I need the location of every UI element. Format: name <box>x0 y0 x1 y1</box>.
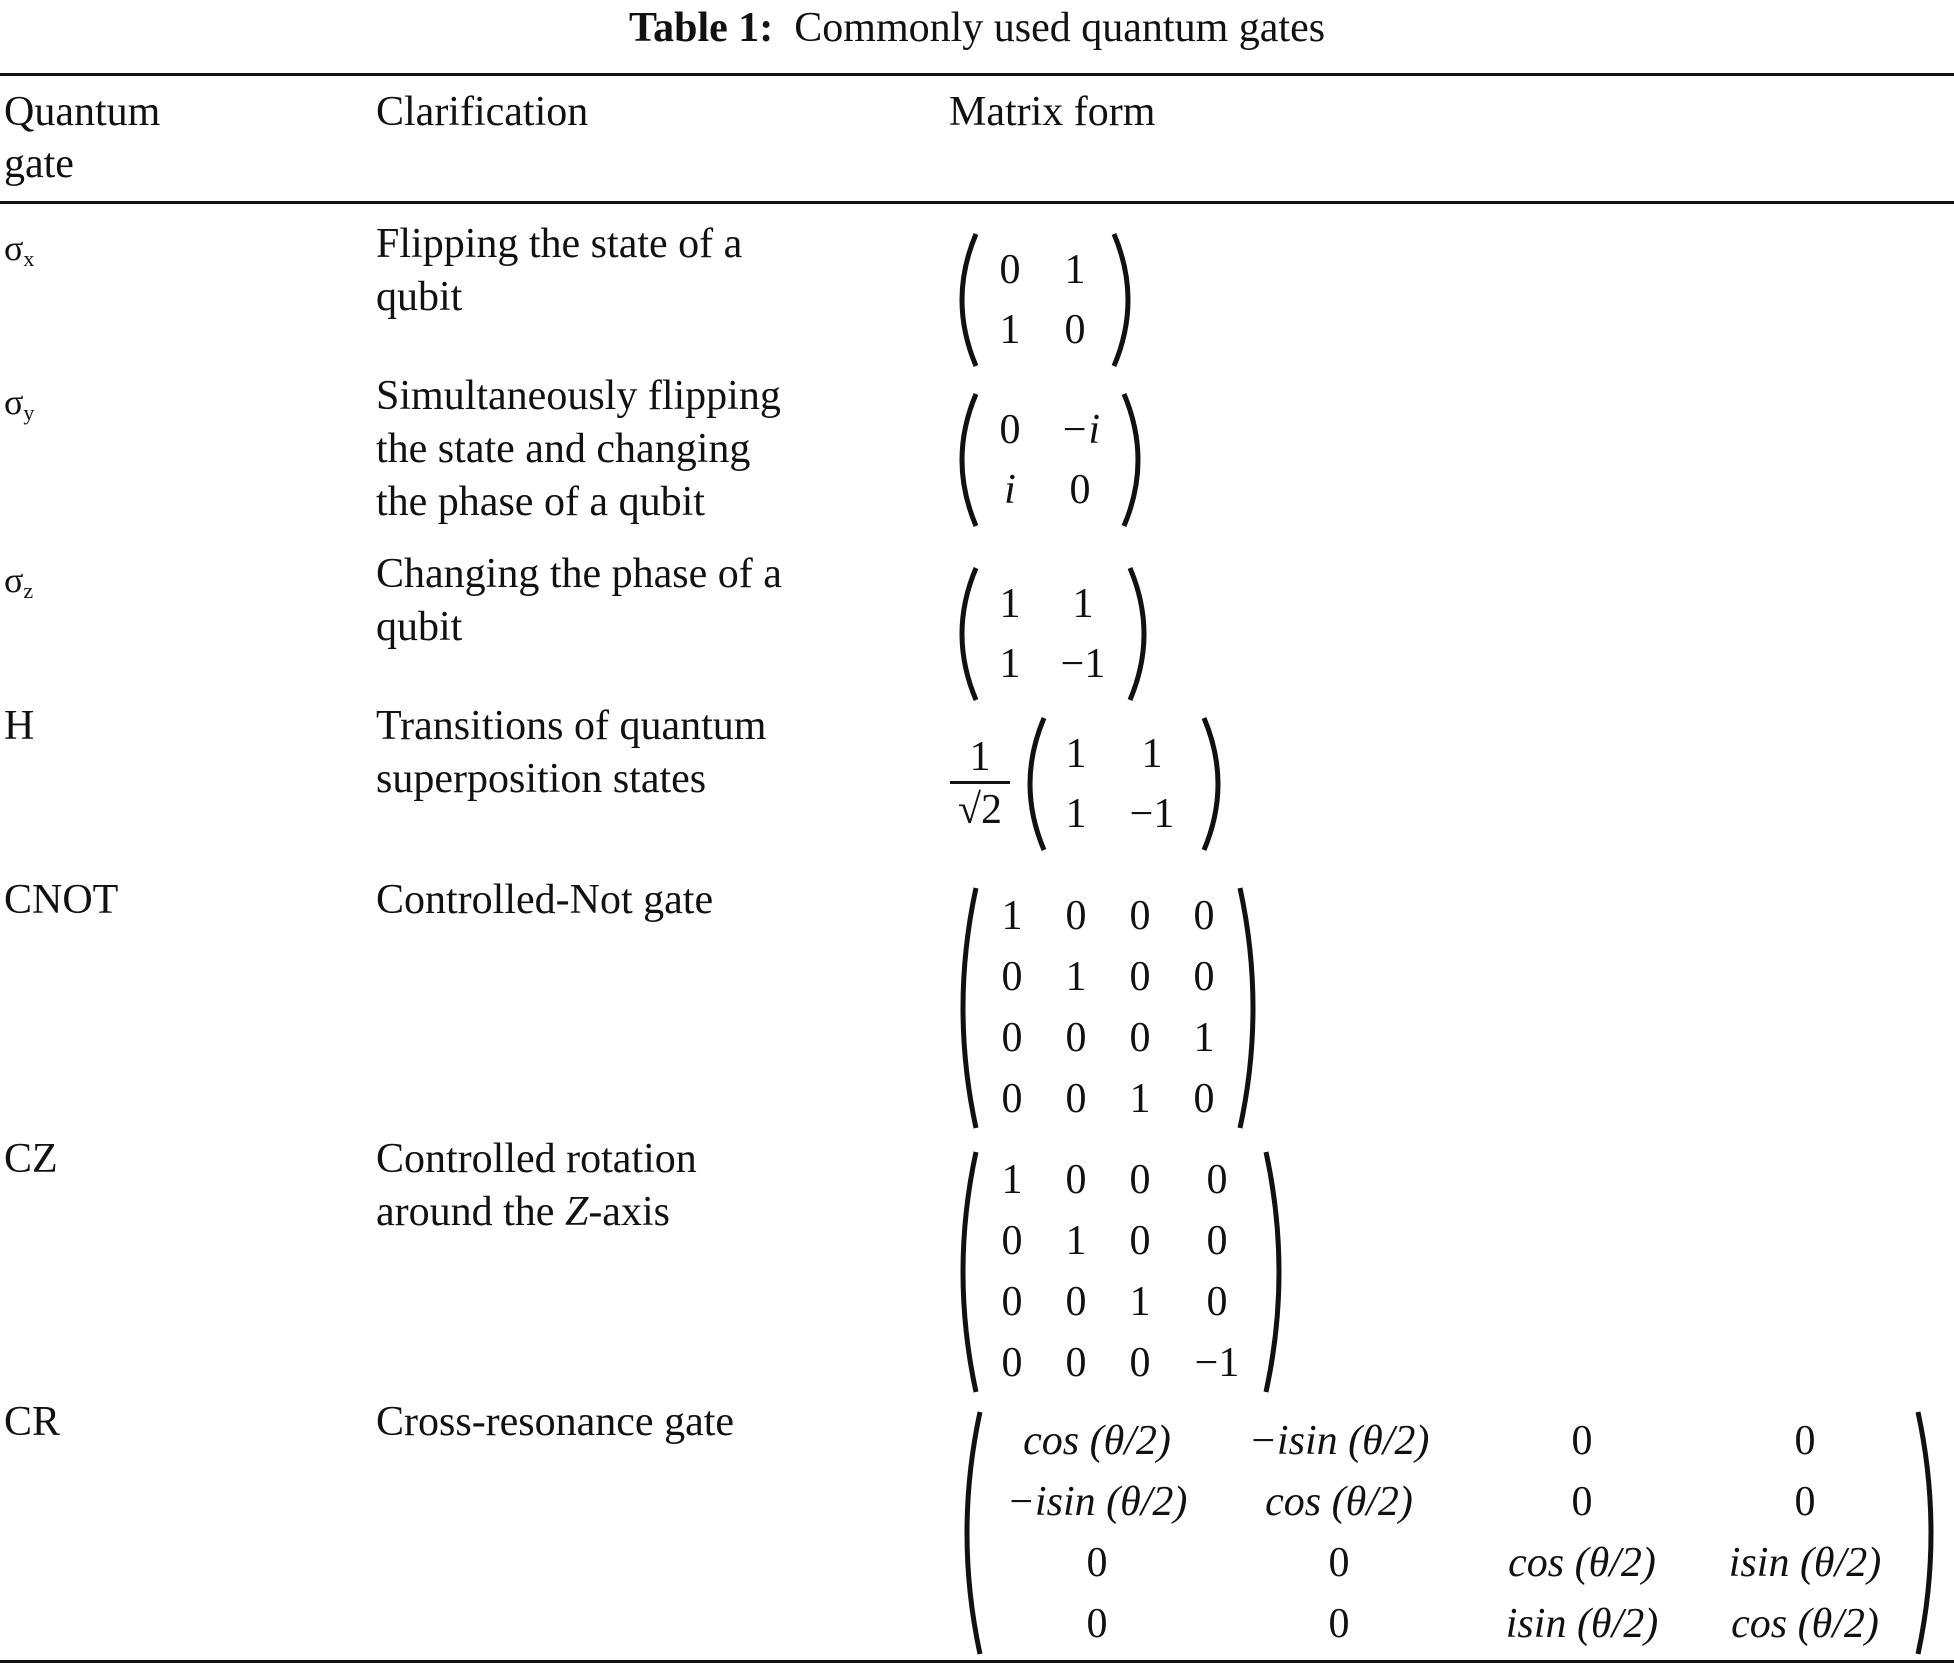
matrix-cell: 0 <box>1328 1540 1350 1586</box>
matrix-cell: 1 <box>999 581 1021 627</box>
gate-subscript: y <box>23 400 35 425</box>
header-gate-line2: gate <box>4 141 74 187</box>
matrix-cell: 0 <box>1206 1279 1228 1325</box>
matrix-cell: 0 <box>1193 954 1215 1000</box>
matrix-cell: 0 <box>1001 1340 1023 1386</box>
matrix-cr <box>954 1408 1944 1658</box>
table-caption-label: Table 1: <box>628 5 774 51</box>
matrix-cell: 0 <box>1001 1279 1023 1325</box>
matrix-cell: 1 <box>1065 954 1087 1000</box>
clarification-line: Controlled rotation <box>376 1136 697 1182</box>
matrix-cell: cos (θ/2) <box>1731 1601 1879 1647</box>
header-matrix-form: Matrix form <box>949 89 1156 135</box>
matrix-cell: isin (θ/2) <box>1505 1601 1659 1647</box>
right-paren-icon <box>1200 714 1234 854</box>
left-paren-icon <box>1014 714 1048 854</box>
matrix-cell: 0 <box>1065 893 1087 939</box>
clarification-line: Controlled-Not gate <box>376 877 714 923</box>
matrix-cell: 0 <box>1065 1015 1087 1061</box>
matrix-cell: 0 <box>1129 893 1151 939</box>
right-paren-icon <box>1262 1148 1292 1396</box>
matrix-cell: 0 <box>1129 1157 1151 1203</box>
matrix-cell: 0 <box>999 247 1021 293</box>
matrix-cell: 1 <box>1065 1218 1087 1264</box>
matrix-cell: −isin (θ/2) <box>1006 1479 1188 1525</box>
matrix-cell: 0 <box>1571 1479 1593 1525</box>
matrix-cell: 1 <box>1072 581 1094 627</box>
matrix-cell: 1 <box>1065 791 1087 837</box>
clarification-line: Changing the phase of a <box>376 551 782 597</box>
matrix-sigma-x <box>946 230 1144 370</box>
matrix-cell: −1 <box>1129 791 1175 837</box>
gate-subscript: z <box>23 578 34 603</box>
clarification-line: Simultaneously flipping <box>376 373 781 419</box>
matrix-hadamard <box>950 714 1234 854</box>
matrix-cell: 0 <box>1001 1218 1023 1264</box>
clarification-text: -axis <box>588 1189 670 1235</box>
matrix-cell: 0 <box>1129 1015 1151 1061</box>
matrix-cell: 0 <box>1206 1157 1228 1203</box>
prefactor-fraction <box>950 733 1010 836</box>
matrix-cell: 0 <box>1206 1218 1228 1264</box>
matrix-cell: 0 <box>1064 307 1086 353</box>
matrix-cell: 0 <box>999 407 1021 453</box>
matrix-cell: −1 <box>1060 641 1106 687</box>
fraction-numerator: 1 <box>969 733 991 780</box>
gate-sigma-y <box>4 376 34 439</box>
clarification-cnot <box>376 874 713 927</box>
right-paren-icon <box>1126 564 1160 704</box>
matrix-cell: 1 <box>999 641 1021 687</box>
matrix-cell: 1 <box>1129 1076 1151 1122</box>
left-paren-icon <box>950 884 980 1132</box>
matrix-cell: 0 <box>1129 1218 1151 1264</box>
gate-sigma-x <box>4 222 34 285</box>
clarification-line: qubit <box>376 274 463 320</box>
right-paren-icon <box>1914 1408 1944 1658</box>
clarification-sigma-y <box>376 370 781 529</box>
clarification-line <box>376 1186 697 1239</box>
clarification-line: superposition states <box>376 756 707 802</box>
matrix-cell: 0 <box>1129 954 1151 1000</box>
matrix-cell: 1 <box>1001 1157 1023 1203</box>
table-caption-text: Commonly used quantum gates <box>794 5 1326 51</box>
matrix-cell: 1 <box>1001 893 1023 939</box>
matrix-cell: 0 <box>1794 1418 1816 1464</box>
gate-subscript: x <box>23 246 35 271</box>
clarification-line: Cross-resonance gate <box>376 1399 735 1445</box>
matrix-cell: 0 <box>1794 1479 1816 1525</box>
matrix-cell: 0 <box>1193 1076 1215 1122</box>
right-paren-icon <box>1120 390 1154 530</box>
matrix-cell: 0 <box>1065 1076 1087 1122</box>
matrix-cell: −isin (θ/2) <box>1248 1418 1430 1464</box>
matrix-cell: 0 <box>1065 1279 1087 1325</box>
right-paren-icon <box>1110 230 1144 370</box>
matrix-cell: 0 <box>1001 1076 1023 1122</box>
matrix-cell: 0 <box>1086 1601 1108 1647</box>
clarification-line: the state and changing <box>376 426 751 472</box>
matrix-cell: 0 <box>1129 1340 1151 1386</box>
axis-variable: Z <box>564 1189 589 1235</box>
fraction-denominator: √2 <box>957 786 1003 833</box>
gate-symbol: σ <box>4 560 24 600</box>
clarification-sigma-x <box>376 218 742 324</box>
matrix-cell: 1 <box>1141 731 1163 777</box>
clarification-line: Transitions of quantum <box>376 703 767 749</box>
matrix-cell: 0 <box>1001 954 1023 1000</box>
matrix-cell: 1 <box>999 307 1021 353</box>
left-paren-icon <box>946 230 980 370</box>
gate-symbol: σ <box>4 228 24 268</box>
left-paren-icon <box>950 1148 980 1396</box>
matrix-cell: 1 <box>1193 1015 1215 1061</box>
header-clarification: Clarification <box>376 89 589 135</box>
gate-sigma-z <box>4 554 33 617</box>
matrix-cell: isin (θ/2) <box>1728 1540 1882 1586</box>
gate-cz: CZ <box>4 1136 58 1182</box>
matrix-cell: −1 <box>1194 1340 1240 1386</box>
left-paren-icon <box>954 1408 984 1658</box>
matrix-cell: −i <box>1059 407 1100 453</box>
matrix-cell: 0 <box>1001 1015 1023 1061</box>
clarification-line: qubit <box>376 604 463 650</box>
matrix-cell: cos (θ/2) <box>1265 1479 1413 1525</box>
header-quantum-gate <box>4 86 160 190</box>
clarification-hadamard <box>376 700 766 806</box>
matrix-cell: cos (θ/2) <box>1023 1418 1171 1464</box>
gate-hadamard: H <box>4 703 35 749</box>
gate-cnot: CNOT <box>4 877 119 923</box>
matrix-cell: 1 <box>1129 1279 1151 1325</box>
matrix-cell: 0 <box>1065 1157 1087 1203</box>
header-gate-line1: Quantum <box>4 89 161 135</box>
matrix-cell: 0 <box>1571 1418 1593 1464</box>
clarification-line: the phase of a qubit <box>376 479 705 525</box>
clarification-cz <box>376 1133 697 1239</box>
clarification-text: around the <box>376 1189 565 1235</box>
header-rule <box>0 201 1954 204</box>
matrix-sigma-y <box>946 390 1154 530</box>
matrix-cell: 0 <box>1065 1340 1087 1386</box>
matrix-sigma-z <box>946 564 1160 704</box>
matrix-cell: 0 <box>1328 1601 1350 1647</box>
matrix-cell: i <box>1004 467 1016 513</box>
matrix-cell: 1 <box>1065 731 1087 777</box>
gate-cr: CR <box>4 1399 61 1445</box>
matrix-cell: 0 <box>1069 467 1091 513</box>
top-rule <box>0 73 1954 76</box>
matrix-cell: 1 <box>1064 247 1086 293</box>
matrix-cnot <box>950 884 1266 1132</box>
table-caption <box>0 4 1954 52</box>
matrix-cell: cos (θ/2) <box>1508 1540 1656 1586</box>
gate-symbol: σ <box>4 382 24 422</box>
matrix-cell: 0 <box>1193 893 1215 939</box>
clarification-line: Flipping the state of a <box>376 221 743 267</box>
right-paren-icon <box>1236 884 1266 1132</box>
matrix-cz <box>950 1148 1292 1396</box>
bottom-rule <box>0 1660 1954 1663</box>
left-paren-icon <box>946 564 980 704</box>
left-paren-icon <box>946 390 980 530</box>
matrix-cell: 0 <box>1086 1540 1108 1586</box>
clarification-sigma-z <box>376 548 782 654</box>
clarification-cr <box>376 1396 734 1449</box>
